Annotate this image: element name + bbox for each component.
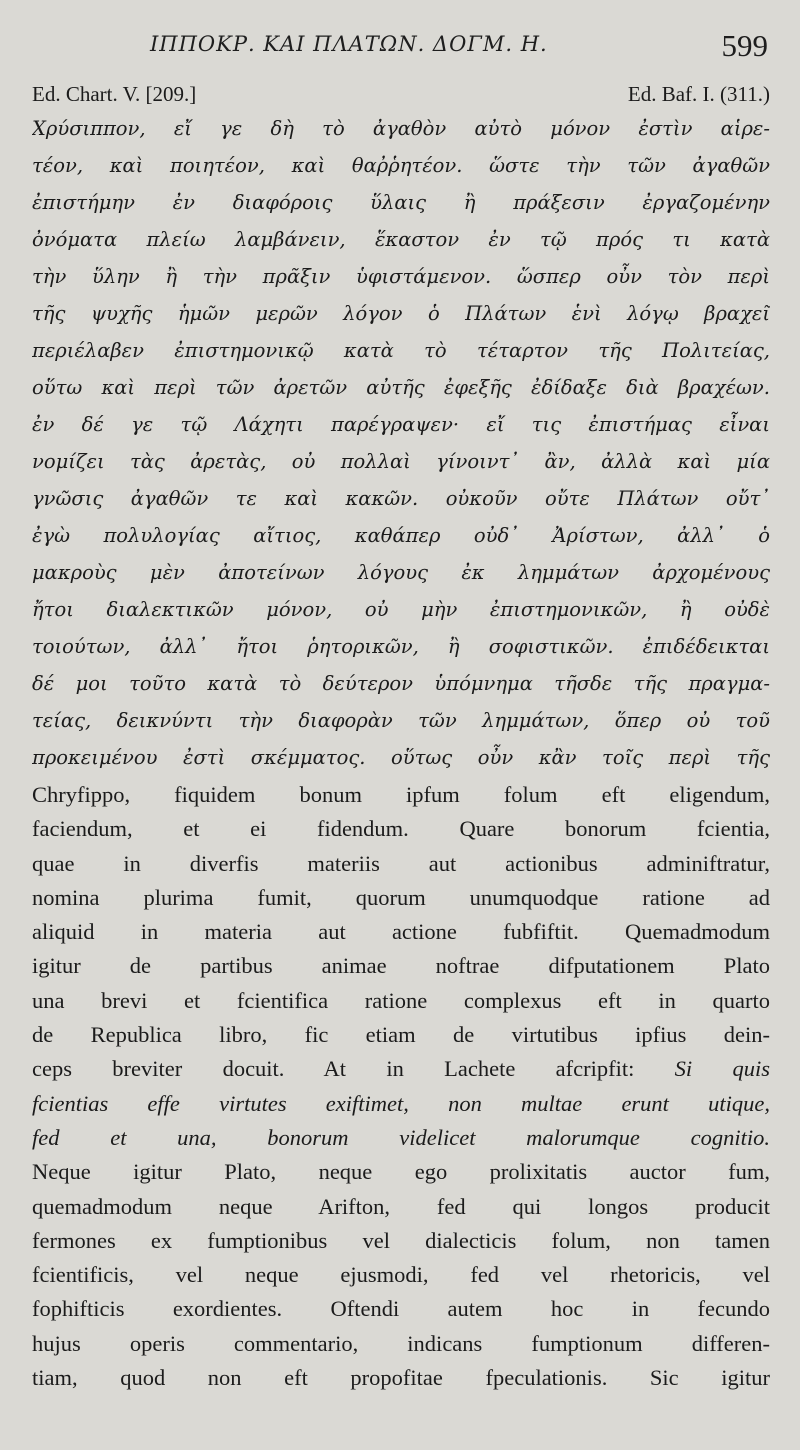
latin-roman-text: Chryfippo, fiquidem bonum ipfum folum eft eligendum,	[32, 782, 770, 807]
edition-right: Ed. Baf. I. (311.)	[627, 82, 770, 106]
latin-roman-text: fophifticis exordientes. Oftendi autem hoc in fecundo	[32, 1296, 770, 1322]
latin-line	[32, 915, 770, 949]
greek-line: γνῶσις ἀγαθῶν τε καὶ κακῶν. οὐκοῦν οὔτε Πλάτων οὔτ᾽	[32, 487, 770, 510]
latin-italic-quote: Si quis	[674, 1056, 770, 1082]
latin-line	[32, 1155, 770, 1189]
latin-roman-text: faciendum, et ei fidendum. Quare bonorum fcientia,	[32, 816, 770, 842]
greek-line: νομίζει τὰς ἀρετὰς, οὐ πολλαὶ γίνοιντ᾽ ἂν, ἀλλὰ καὶ μία	[32, 450, 770, 473]
greek-line: προκειμένου ἐστὶ σκέμματος. οὕτως οὖν κἂν τοῖς περὶ τῆς	[32, 746, 770, 769]
greek-line: ὀνόματα πλείω λαμβάνειν, ἕκαστον ἐν τῷ πρός τι κατὰ	[32, 228, 770, 251]
latin-roman-text: Neque igitur Plato, neque ego prolixitatis auctor fum,	[32, 1159, 770, 1185]
latin-roman-text: aliquid in materia aut actione fubfiftit. Quemadmodum	[32, 919, 770, 945]
greek-line: τοιούτων, ἀλλ᾽ ἤτοι ῥητορικῶν, ἢ σοφιστικῶν. ἐπιδέδεικται	[32, 635, 770, 658]
latin-line	[32, 949, 770, 983]
latin-roman-text: tiam, quod non eft propofitae fpeculationis. Sic igitur	[32, 1365, 770, 1391]
latin-line	[32, 1121, 770, 1155]
latin-roman-text: de Republica libro, fic etiam de virtutibus ipfius dein-	[32, 1022, 770, 1048]
greek-line: ἐγὼ πολυλογίας αἴτιος, καθάπερ οὐδ᾽ Ἀρίστων, ἀλλ᾽ ὁ	[32, 524, 770, 547]
latin-line	[32, 1224, 770, 1258]
greek-line: ἤτοι διαλεκτικῶν μόνον, οὐ μὴν ἐπιστημονικῶν, ἢ οὐδὲ	[32, 598, 770, 621]
greek-line: ἐν δέ γε τῷ Λάχητι παρέγραψεν· εἴ τις ἐπιστήμας εἶναι	[32, 413, 770, 436]
greek-line: τῆς ψυχῆς ἡμῶν μερῶν λόγον ὁ Πλάτων ἑνὶ λόγῳ βραχεῖ	[32, 302, 770, 325]
latin-italic-quote: fed et una, bonorum videlicet malorumque cognitio.	[32, 1124, 770, 1150]
latin-roman-text: quemadmodum neque Arifton, fed qui longos producit	[32, 1193, 770, 1219]
latin-line	[32, 778, 770, 812]
greek-line: περιέλαβεν ἐπιστημονικῷ κατὰ τὸ τέταρτον τῆς Πολιτείας,	[32, 339, 770, 362]
greek-line: τέον, καὶ ποιητέον, καὶ θαῤῥητέον. ὥστε τὴν τῶν ἀγαθῶν	[32, 154, 770, 177]
latin-line	[32, 1292, 770, 1326]
latin-line	[32, 1018, 770, 1052]
latin-line	[32, 984, 770, 1018]
latin-roman-text: fcientificis, vel neque ejusmodi, fed vel rhetoricis, vel	[32, 1262, 770, 1288]
latin-roman-text: una brevi et fcientifica ratione complexus eft in quarto	[32, 987, 770, 1013]
latin-line	[32, 1361, 770, 1395]
latin-roman-text: hujus operis commentario, indicans fumptionum differen-	[32, 1330, 770, 1356]
edition-references	[32, 82, 770, 108]
latin-text-block	[32, 778, 770, 1395]
latin-line	[32, 881, 770, 915]
edition-left: Ed. Chart. V. [209.]	[32, 82, 197, 106]
latin-italic-quote: fcientias effe virtutes exiftimet, non multae erunt utique,	[32, 1090, 770, 1116]
greek-line: τείας, δεικνύντι τὴν διαφορὰν τῶν λημμάτων, ὅπερ οὐ τοῦ	[32, 709, 770, 732]
latin-line	[32, 1190, 770, 1224]
latin-line	[32, 1327, 770, 1361]
latin-line	[32, 1258, 770, 1292]
latin-line	[32, 847, 770, 881]
greek-line: οὕτω καὶ περὶ τῶν ἀρετῶν αὐτῆς ἐφεξῆς ἐδίδαξε διὰ βραχέων.	[32, 376, 770, 399]
page-number: 599	[721, 28, 768, 63]
latin-line	[32, 1087, 770, 1121]
greek-line: ἐπιστήμην ἐν διαφόροις ὕλαις ἢ πράξεσιν ἐργαζομένην	[32, 191, 770, 214]
greek-line: τὴν ὕλην ἢ τὴν πρᾶξιν ὑφιστάμενον. ὥσπερ οὖν τὸν περὶ	[32, 265, 770, 288]
latin-line	[32, 1052, 770, 1086]
running-title: ΙΠΠΟΚΡ. ΚΑΙ ΠΛΑΤΩΝ. ΔΟΓΜ. Η.	[150, 32, 548, 56]
greek-line: Χρύσιππον, εἴ γε δὴ τὸ ἀγαθὸν αὐτὸ μόνον ἐστὶν αἱρε-	[32, 117, 770, 140]
greek-line: δέ μοι τοῦτο κατὰ τὸ δεύτερον ὑπόμνημα τῆσδε τῆς πραγμα-	[32, 672, 770, 695]
latin-roman-text: nomina plurima fumit, quorum unumquodque ratione ad	[32, 884, 770, 910]
running-head	[0, 28, 800, 64]
greek-text-block	[32, 110, 770, 776]
greek-line: μακροὺς μὲν ἀποτείνων λόγους ἐκ λημμάτων ἀρχομένους	[32, 561, 770, 584]
latin-roman-text: fermones ex fumptionibus vel dialecticis folum, non tamen	[32, 1227, 770, 1253]
latin-line	[32, 812, 770, 846]
latin-roman-text: igitur de partibus animae noftrae difputationem Plato	[32, 953, 770, 979]
latin-roman-text: ceps breviter docuit. At in Lachete afcripfit:	[32, 1056, 675, 1082]
latin-roman-text: quae in diverfis materiis aut actionibus adminiftratur,	[32, 850, 770, 876]
